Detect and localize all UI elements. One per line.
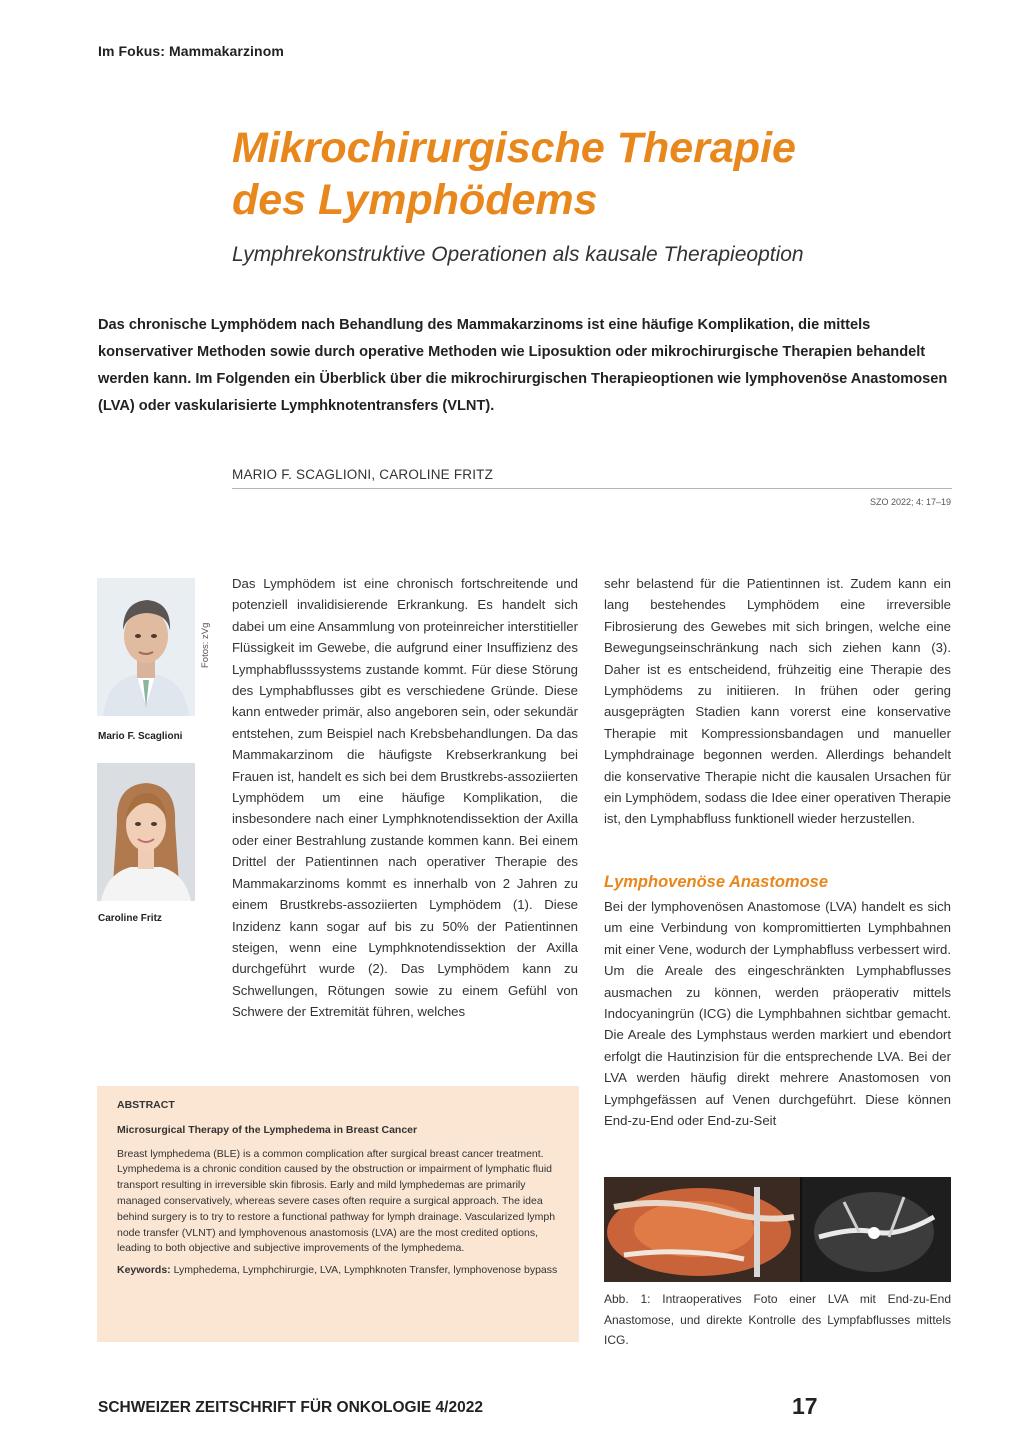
author-photo-fritz — [97, 763, 195, 901]
title-line-2: des Lymphödems — [232, 176, 598, 224]
author-photo-scaglioni — [97, 578, 195, 716]
lead-paragraph: Das chronische Lymphödem nach Behandlung des Mammakarzinoms ist eine häufige Komplikation, die mittels konservativer Methoden sowie durch operative Methoden wie Liposuktion oder mikrochirurgische Therapien behandelt werden kann. Im Folgenden ein Überblick über die mikrochirurgischen Therapieoptionen wie lymphovenöse Anastomosen (LVA) oder vaskularisierte Lymphknotentransfers (VLNT). — [98, 317, 948, 414]
citation: SZO 2022; 4: 17–19 — [869, 497, 951, 507]
abstract-keywords — [117, 1263, 559, 1279]
author-caption-scaglioni: Mario F. Scaglioni — [98, 731, 183, 742]
body-paragraph-3: Bei der lymphovenösen Anastomose (LVA) handelt es sich um eine Verbindung von kompromittierten Lymphbahnen mit einer Vene, wodurch der Lymphabfluss verbessert wird. Um die Areale des eingeschränkten Lymphabflusses ausmachen zu können, werden präoperativ mittels Indocyaningrün (ICG) die Lymphbahnen sichtbar gemacht. Die Areale des Lymphstaus werden markiert und ebendort erfolgt die Hautinzision für die entsprechende LVA. Bei der LVA werden häufig direkt mehrere Anastomosen von Lymphgefässen auf Venen durchgeführt. Diese können End-zu-End oder End-zu-Seit — [604, 899, 951, 1129]
author-caption-fritz: Caroline Fritz — [98, 913, 162, 924]
article-title — [232, 122, 952, 226]
body-column-1 — [232, 573, 578, 1023]
keywords-label: Keywords: — [117, 1264, 171, 1277]
figure-intraoperative-photo — [604, 1177, 951, 1282]
footer-journal-name: SCHWEIZER ZEITSCHRIFT FÜR ONKOLOGIE 4/2022 — [98, 1399, 483, 1416]
body-column-2 — [604, 573, 951, 830]
keywords-text: Lymphedema, Lymphchirurgie, LVA, Lymphknoten Transfer, lymphovenose bypass — [173, 1264, 558, 1277]
body-paragraph-2: sehr belastend für die Patientinnen ist. Zudem kann ein lang bestehendes Lymphödem eine irreversible Fibrosierung des Gewebes mit sich bringen, welche eine Bewegungseinschränkung nach sich ziehen kann (3). Daher ist es entscheidend, frühzeitig eine Therapie des Lymphödems zu initiieren. In frühen oder gering ausgeprägten Stadien kann vorerst eine konservative Therapie mit Kompressionsbandagen und manueller Lymphdrainage begonnen werden. Allerdings behandelt die konservative Therapie nicht die kausalen Ursachen für ein Lymphödem, sodass die Idee einer operativen Therapie ist, den Lymphabfluss funktionell wieder herzustellen. — [604, 576, 951, 827]
figure-caption: Abb. 1: Intraoperatives Foto einer LVA mit End-zu-End Anastomose, und direkte Kontrolle des Lympfabflusses mittels ICG. — [604, 1292, 951, 1347]
author-line: MARIO F. SCAGLIONI, CAROLINE FRITZ — [232, 467, 494, 482]
page-number: 17 — [792, 1393, 818, 1419]
abstract-body: Breast lymphedema (BLE) is a common complication after surgical breast cancer treatment. Lymphedema is a chronic condition caused by the obstruction or impairment of lymphatic fluid transport resulting in irreversible skin fibrosis. Early and mild lymphedemas are primarily managed conservatively, whereas severe cases often require a surgical approach. The idea behind surgery is to try to restore a functional pathway for lymph drainage. Vascularized lymph node transfer (VLNT) and lymphovenous anastomosis (LVA) are the most credited options, leading to both objective and subjective improvements of the lymphedema. — [117, 1147, 556, 1255]
section-kicker: Im Fokus: Mammakarzinom — [98, 43, 284, 59]
section-heading-lva: Lymphovenöse Anastomose — [604, 873, 829, 891]
title-line-1: Mikrochirurgische Therapie — [232, 124, 796, 172]
author-divider — [232, 488, 952, 489]
article-subtitle: Lymphrekonstruktive Operationen als kausale Therapieoption — [232, 243, 804, 266]
body-column-2-section — [604, 896, 951, 1131]
abstract-box — [97, 1086, 579, 1342]
photo-credit: Fotos: zVg — [200, 622, 211, 668]
abstract-label: ABSTRACT — [117, 1099, 175, 1111]
abstract-title: Microsurgical Therapy of the Lymphedema in Breast Cancer — [117, 1123, 418, 1136]
body-paragraph-1: Das Lymphödem ist eine chronisch fortschreitende und potenziell invalidisierende Erkrankung. Es handelt sich dabei um eine Ansammlung von proteinreicher interstitieller Flüssigkeit im Gewebe, die aufgrund einer Insuffizienz des Lymphabflusssystems zustande kommt. Für diese Störung des Lymphabflusses gibt es verschiedene Gründe. Diese kann entweder primär, also angeboren sein, oder sekundär entstehen, zum Beispiel nach Krebsbehandlungen. Da das Mammakarzinom die häufigste Krebserkrankung bei Frauen ist, handelt es sich bei dem Brustkrebs-assoziierten Lymphödem um eine häufige Komplikation, die insbesondere nach einer Lymphknotendissektion der Axilla oder einer Bestrahlung zustande kommen kann. Bei einem Drittel der Patientinnen nach operativer Therapie des Mammakarzinoms kommt es innerhalb von 2 Jahren zu einem Brustkrebs-assoziierten Lymphödem (1). Diese Inzidenz kann sogar auf bis zu 50% der Patientinnen steigen, wenn eine Lymphknotendissektion der Axilla durchgeführt wurde (2). Das Lymphödem kann zu Schwellungen, Rötungen sowie zu einem Gefühl von Schwere der Extremität führen, welches — [232, 576, 578, 1020]
